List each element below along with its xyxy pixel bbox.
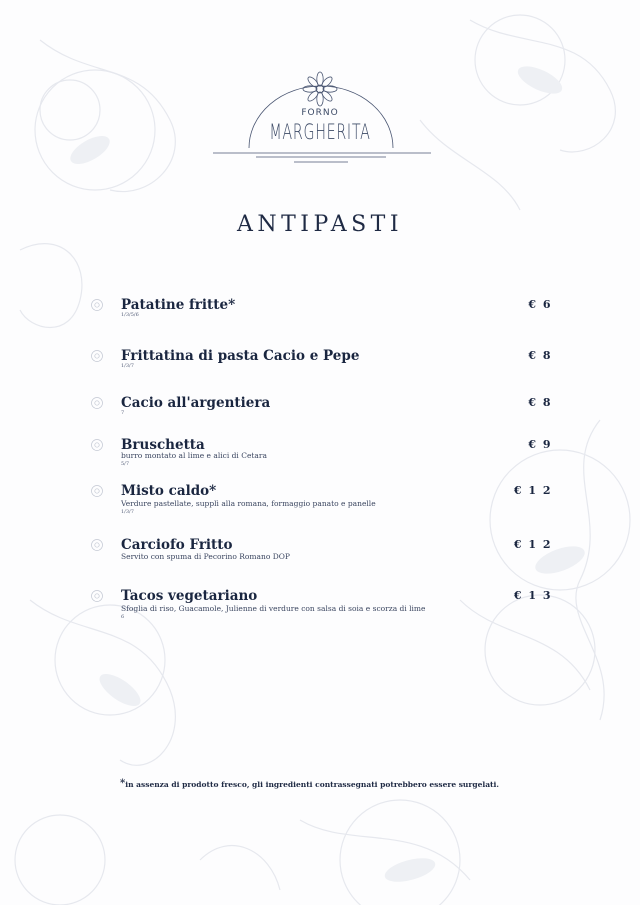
item-price: € 8 bbox=[528, 349, 552, 362]
item-description: Servito con spuma di Pecorino Romano DOP bbox=[121, 552, 290, 561]
item-price: € 6 bbox=[528, 298, 552, 311]
section-title: ANTIPASTI bbox=[236, 212, 404, 237]
item-allergens: 1/3/5/6 bbox=[121, 312, 139, 318]
item-price: € 1 2 bbox=[513, 484, 552, 497]
item-description: Sfoglia di riso, Guacamole, Julienne di verdure con salsa di soia e scorza di lime bbox=[121, 604, 426, 613]
item-allergens: 5/7 bbox=[121, 461, 130, 467]
logo-margherita-text: MARGHERITA bbox=[269, 120, 371, 144]
menu-item bbox=[88, 588, 552, 620]
item-price: € 1 2 bbox=[513, 538, 552, 551]
item-price: € 1 3 bbox=[513, 589, 552, 602]
menu-item bbox=[88, 395, 552, 419]
flower-bullet-icon bbox=[90, 538, 104, 552]
item-allergens: 1/3/7 bbox=[121, 363, 134, 369]
logo-forno-text: FORNO bbox=[301, 108, 339, 118]
footnote-star: * bbox=[120, 778, 126, 789]
menu-item bbox=[88, 537, 552, 561]
flower-bullet-icon bbox=[90, 589, 104, 603]
item-name: Tacos vegetariano bbox=[121, 588, 258, 604]
item-name: Cacio all'argentiera bbox=[121, 395, 271, 411]
flower-bullet-icon bbox=[90, 298, 104, 312]
logo-emblem-graphic bbox=[0, 0, 640, 180]
item-name: Patatine fritte* bbox=[121, 297, 236, 313]
frozen-ingredients-footnote bbox=[120, 778, 499, 789]
footnote-text: in assenza di prodotto fresco, gli ingredienti contrassegnati potrebbero essere surgelati. bbox=[125, 780, 499, 789]
item-price: € 9 bbox=[528, 438, 552, 451]
flower-bullet-icon bbox=[90, 349, 104, 363]
item-description: Verdure pastellate, supplì alla romana, formaggio panato e panelle bbox=[121, 499, 376, 508]
item-name: Misto caldo* bbox=[121, 483, 217, 499]
flower-icon bbox=[303, 72, 337, 106]
item-allergens: 1/3/7 bbox=[121, 509, 134, 515]
item-description: burro montato al lime e alici di Cetara bbox=[121, 451, 267, 460]
menu-item bbox=[88, 348, 552, 372]
item-price: € 8 bbox=[528, 396, 552, 409]
item-name: Bruschetta bbox=[121, 437, 205, 453]
restaurant-logo bbox=[0, 0, 640, 180]
flower-bullet-icon bbox=[90, 438, 104, 452]
flower-bullet-icon bbox=[90, 484, 104, 498]
item-allergens: 7 bbox=[121, 410, 125, 416]
menu-item bbox=[88, 297, 552, 321]
item-name: Frittatina di pasta Cacio e Pepe bbox=[121, 348, 360, 364]
menu-item bbox=[88, 483, 552, 515]
item-allergens: 6 bbox=[121, 614, 125, 620]
flower-bullet-icon bbox=[90, 396, 104, 410]
menu-item bbox=[88, 437, 552, 469]
item-name: Carciofo Fritto bbox=[121, 537, 233, 553]
